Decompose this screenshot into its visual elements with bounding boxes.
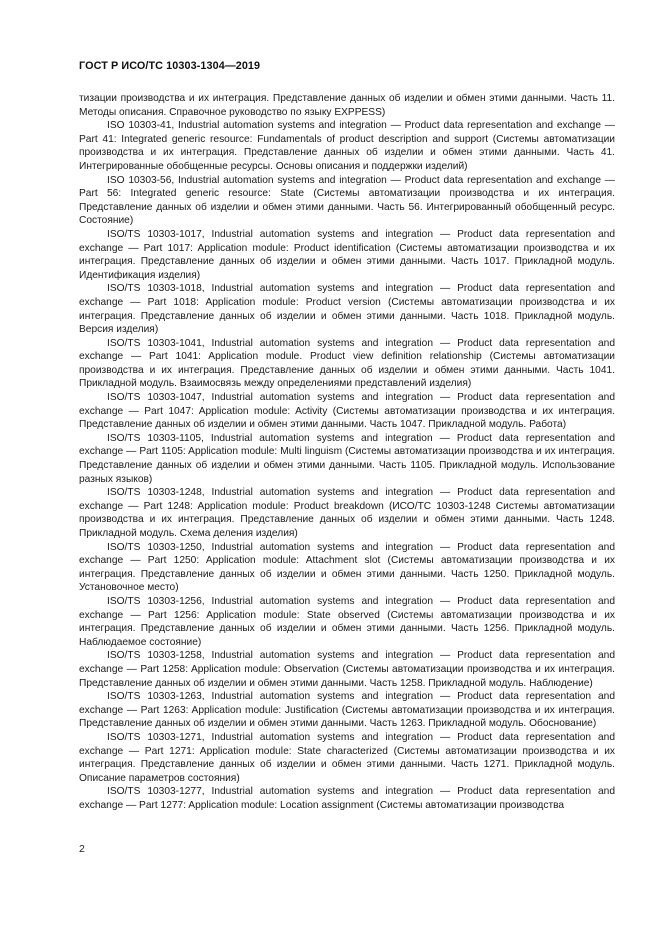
references-list — [79, 92, 615, 812]
reference-paragraph: ISO/TS 10303-1047, Industrial automation systems and integration — Product data representation and exchange — Part 1047: Application module: Activity (Системы автоматизации производства и их интеграция. Представление данных об изделии и обмен этими данными. Часть 1047. Прикладной модуль. Работа) — [79, 392, 615, 431]
reference-paragraph: тизации производства и их интеграция. Представление данных об изделии и обмен этими данными. Часть 11. Методы описания. Справочное руководство по языку EXPPESS) — [79, 93, 615, 118]
reference-paragraph: ISO/TS 10303-1277, Industrial automation systems and integration — Product data representation and exchange — Part 1277: Application module: Location assignment (Системы автоматизации производства — [79, 786, 615, 811]
reference-paragraph: ISO/TS 10303-1017, Industrial automation systems and integration — Product data representation and exchange — Part 1017: Application module: Product identification (Системы автоматизации производства и их интеграция. Представление данных об изделии и обмен этими данными. Часть 1017. Прикладной модуль. Идентификация изделия) — [79, 228, 615, 281]
reference-paragraph: ISO/TS 10303-1271, Industrial automation systems and integration — Product data representation and exchange — Part 1271: Application module: State characterized (Системы автоматизации производства и их интеграция. Представление данных об изделии и обмен этими данными. Часть 1271. Прикладной модуль. Описание параметров состояния) — [79, 731, 615, 784]
reference-paragraph: ISO/TS 10303-1263, Industrial automation systems and integration — Product data representation and exchange — Part 1263: Application module: Justification (Системы автоматизации производства и их интеграция. Представление данных об изделии и обмен этими данными. Часть 1263. Прикладной модуль. Обоснование) — [79, 691, 615, 730]
reference-paragraph: ISO/TS 10303-1018, Industrial automation systems and integration — Product data representation and exchange — Part 1018: Application module: Product version (Системы автоматизации производства и их интеграция. Представление данных об изделии и обмен этими данными. Часть 1018. Прикладной модуль. Версия изделия) — [79, 283, 615, 336]
reference-paragraph: ISO/TS 10303-1250, Industrial automation systems and integration — Product data representation and exchange — Part 1250: Application module: Attachment slot (Системы автоматизации производства и их интеграция. Представление данных об изделии и обмен этими данными. Часть 1250. Прикладной модуль. Установочное место) — [79, 541, 615, 594]
reference-paragraph: ISO 10303-41, Industrial automation systems and integration — Product data representation and exchange — Part 41: Integrated generic resource: Fundamentals of product description and support (Системы автоматизации производства и их интеграция. Представление данных об изделии и обмен этими данными. Часть 41. Интегрированные обобщенные ресурсы. Основы описания и поддержки изделий) — [79, 120, 615, 172]
reference-paragraph: ISO 10303-56, Industrial automation systems and integration — Product data representation and exchange — Part 56: Integrated generic resource: State (Системы автоматизации производства и их интеграция. Представление данных об изделии и обмен этими данными. Часть 56. Интегрированный обобщенный ресурс. Состояние) — [79, 174, 615, 227]
reference-paragraph: ISO/TS 10303-1258, Industrial automation systems and integration — Product data representation and exchange — Part 1258: Application module: Observation (Системы автоматизации производства и их интеграция. Представление данных об изделии и обмен этими данными. Часть 1258. Прикладной модуль. Наблюдение) — [79, 650, 615, 689]
reference-paragraph: ISO/TS 10303-1105, Industrial automation systems and integration — Product data representation and exchange — Part 1105: Application module: Multi linguism (Системы автоматизации производства и их интеграция. Представление данных об изделии и обмен этими данными. Часть 1105. Прикладной модуль. Использование разных языков) — [79, 432, 615, 485]
page-header-title: ГОСТ Р ИСО/ТС 10303-1304—2019 — [79, 60, 261, 72]
reference-paragraph: ISO/TS 10303-1041, Industrial automation systems and integration — Product data representation and exchange — Part 1041: Application module. Product view definition relationship (Системы автоматизации производства и их интеграция. Представление данных об изделии и обмен этими данными. Часть 1041. Прикладной модуль. Взаимосвязь между определениями представлений изделия) — [79, 337, 615, 390]
reference-paragraph: ISO/TS 10303-1248, Industrial automation systems and integration — Product data representation and exchange — Part 1248: Application module: Product breakdown (ИСО/TC 10303-1248 Системы автоматизации производства и их интеграция. Представление данных об изделии и обмен этими данными. Часть 1248. Прикладной модуль. Схема деления изделия) — [79, 487, 615, 539]
reference-paragraph: ISO/TS 10303-1256, Industrial automation systems and integration — Product data representation and exchange — Part 1256: Application module: State observed (Системы автоматизации производства и их интеграция. Представление данных об изделии и обмен этими данными. Часть 1256. Прикладной модуль. Наблюдаемое состояние) — [79, 595, 615, 648]
page-number: 2 — [79, 843, 85, 855]
